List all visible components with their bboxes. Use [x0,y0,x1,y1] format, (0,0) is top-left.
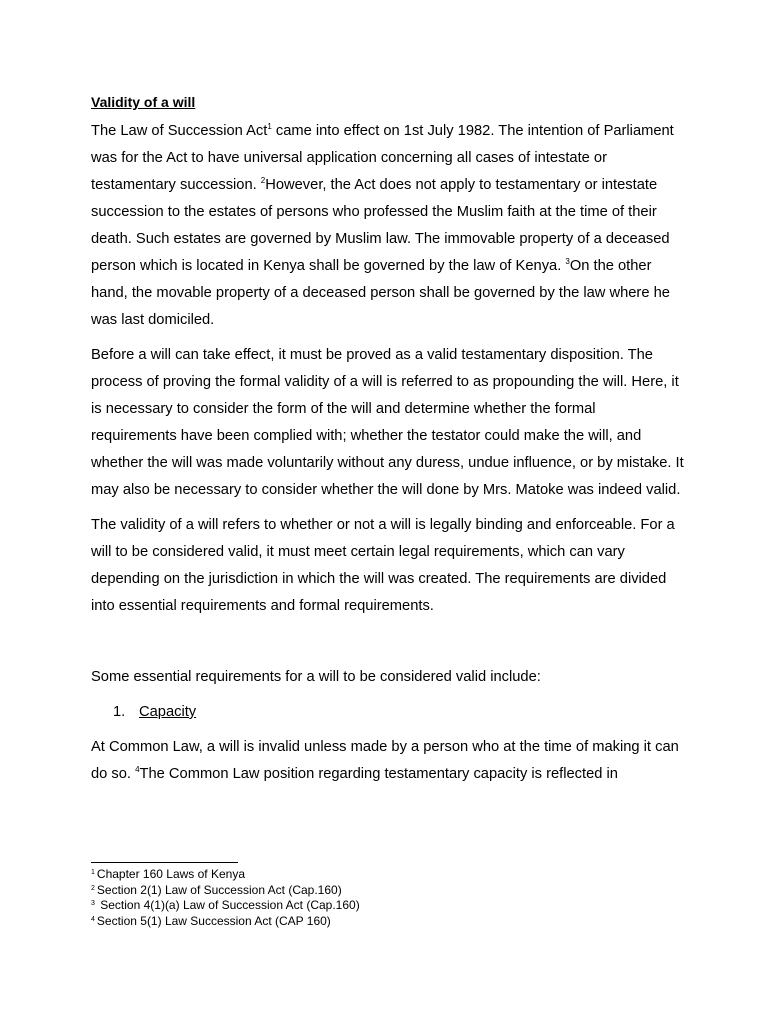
paragraph-essential-intro: Some essential requirements for a will to be considered valid include: [91,669,541,685]
list-label: Capacity [139,704,197,720]
footnote-mark: 3 [91,900,95,907]
footnote-mark: 1 [91,869,95,876]
blank-line [91,628,685,664]
footnote-ref: 2 [260,176,266,185]
footnote-separator [91,862,238,863]
paragraph-succession-act [91,118,685,334]
paragraph-propounding: Before a will can take effect, it must be proved as a valid testamentary disposition. The process of proving the formal validity of a will is referred to as propounding the will. Here, it is necessary to consider the form of the will and determine whether the formal requirements have been complied with; whether the testator could make the will, and whether the will was made voluntarily without any duress, undue influence, or by mistake. It may also be necessary to consider whether the will done by Mrs. Matoke was indeed valid. [91,347,684,498]
footnote-mark: 2 [91,884,95,892]
list-number: 1. [113,704,126,720]
footnote-mark: 4 [91,915,95,923]
footnote-ref: 1 [267,122,272,131]
footnote-ref: 4 [135,765,140,774]
footnote-text: Chapter 160 Laws of Kenya [96,867,246,881]
footnote-item [91,883,651,899]
paragraph-text: On the other hand, the movable property of a deceased person shall be governed by the law where he was last domiciled. [91,258,670,328]
footnote-text: Section 4(1)(a) Law of Succession Act (Cap.160) [96,898,360,912]
list-item-capacity [91,699,685,726]
section-heading: Validity of a will [91,94,196,110]
footnote-item [91,867,651,883]
paragraph-text: The Law of Succession Act [91,123,268,139]
paragraph-text: At Common Law, a will is invalid unless made by a person who at the time of making it can do so. [91,739,679,782]
paragraph-text: came into effect on 1st July 1982. The intention of Parliament was for the Act to have universal application concerning all cases of intestate or testamentary succession. [91,123,674,193]
footnote-item [91,898,651,914]
footnote-text: Section 2(1) Law of Succession Act (Cap.160) [96,882,342,897]
document-body [91,92,685,796]
paragraph-text: However, the Act does not apply to testamentary or intestate succession to the estates of persons who professed the Muslim faith at the time of their death. Such estates are governed by Muslim law. The immovable property of a deceased person which is located in Kenya shall be governed by the law of Kenya. [91,177,670,274]
paragraph-common-law [91,734,685,788]
footnote-item [91,914,651,930]
paragraph-text: The Common Law position regarding testamentary capacity is reflected in [139,766,618,782]
footnote-ref: 3 [565,257,570,266]
footnotes [91,867,651,929]
paragraph-validity-definition: The validity of a will refers to whether or not a will is legally binding and enforceable. For a will to be considered valid, it must meet certain legal requirements, which can vary depending on the jurisdiction in which the will was created. The requirements are divided into essential requirements and formal requirements. [91,517,675,614]
footnote-text: Section 5(1) Law Succession Act (CAP 160) [96,913,331,928]
